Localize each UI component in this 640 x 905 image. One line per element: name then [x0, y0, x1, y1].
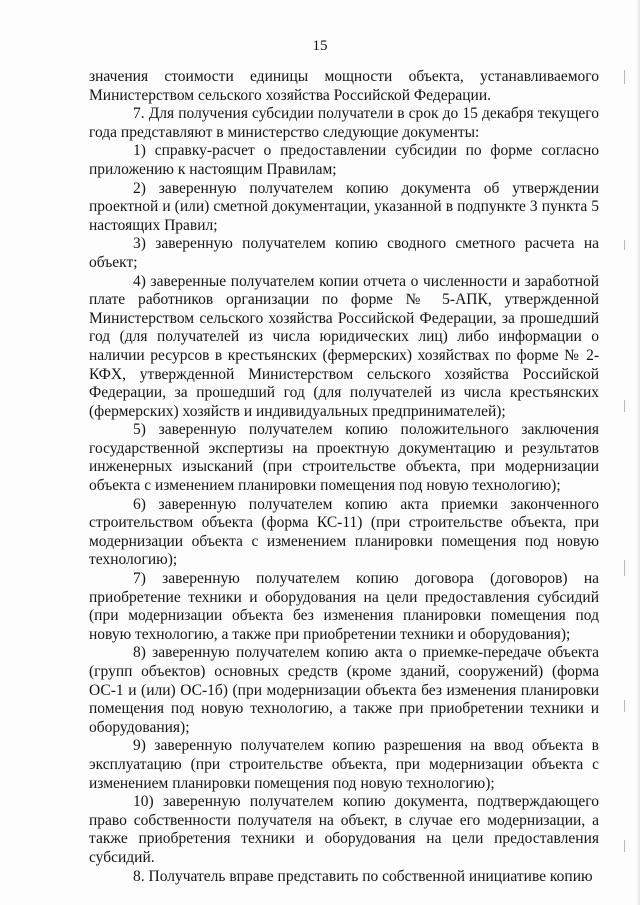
list-item-2: 2) заверенную получателем копию документа об утверждении проектной и (или) сметной документации, указанной в подпункте 3 пункта 5 настоящих Правил;: [89, 179, 599, 234]
list-item-8: 8) заверенную получателем копию акта о приемке-передаче объекта (групп объектов) основных средств (кроме зданий, сооружений) (форма ОС-1 и (или) ОС-1б) (при модернизации объекта без изменения планировки помещения под новую технологию, а также при приобретении техники и оборудования);: [89, 644, 599, 736]
list-item-4: 4) заверенные получателем копии отчета о численности и заработной плате работников организации по форме № 5-АПК, утвержденной Министерством сельского хозяйства Российской Федерации, за прошедший год (для получателей из числа юридических лиц) либо информации о наличии ресурсов в крестьянских (фермерских) хозяйствах по форме № 2-КФХ, утвержденной Министерством сельского хозяйства Российской Федерации, за прошедший год (для получателей из числа крестьянских (фермерских) хозяйств и индивидуальных предпринимателей);: [89, 272, 599, 420]
scan-mark: [624, 70, 625, 84]
document-body: [89, 68, 599, 886]
scan-mark: [624, 560, 625, 576]
list-item-9: 9) заверенную получателем копию разрешения на ввод объекта в эксплуатацию (при строительстве объекта, при модернизации объекта с изменением планировки помещения под новую технологию);: [89, 737, 599, 792]
list-item-3: 3) заверенную получателем копию сводного сметного расчета на объект;: [89, 235, 599, 271]
scan-mark: [624, 400, 625, 412]
list-item-10: 10) заверенную получателем копию документа, подтверждающего право собственности получателя на объект, в случае его модернизации, а также приобретения техники и оборудования на цели предоставления субсидий.: [89, 793, 599, 866]
paragraph-continuation: значения стоимости единицы мощности объекта, устанавливаемого Министерством сельского хозяйства Российской Федерации.: [89, 68, 599, 104]
scan-mark: [624, 700, 625, 712]
list-item-1: 1) справку-расчет о предоставлении субсидии по форме согласно приложению к настоящим Правилам;: [89, 142, 599, 178]
page-number: 15: [312, 38, 328, 54]
paragraph-clause-8: 8. Получатель вправе представить по собственной инициативе копию: [133, 867, 593, 885]
list-item-7: 7) заверенную получателем копию договора (договоров) на приобретение техники и оборудования на цели предоставления субсидий (при модернизации объекта без изменения планировки помещения под новую технологию, а также при приобретении техники и оборудования);: [89, 570, 599, 643]
scan-mark: [624, 840, 625, 852]
list-item-5: 5) заверенную получателем копию положительного заключения государственной экспертизы на проектную документацию и результатов инженерных изысканий (при строительстве объекта, при модернизации объекта с изменением планировки помещения под новую технологию);: [89, 421, 599, 495]
paragraph-clause-7: 7. Для получения субсидии получатели в срок до 15 декабря текущего года представляют в министерство следующие документы:: [89, 105, 599, 141]
scan-mark: [624, 240, 625, 250]
list-item-6: 6) заверенную получателем копию акта приемки законченного строительством объекта (форма КС-11) (при строительстве объекта, при модернизации объекта с изменением планировки помещения под новую технологию);: [89, 495, 599, 569]
